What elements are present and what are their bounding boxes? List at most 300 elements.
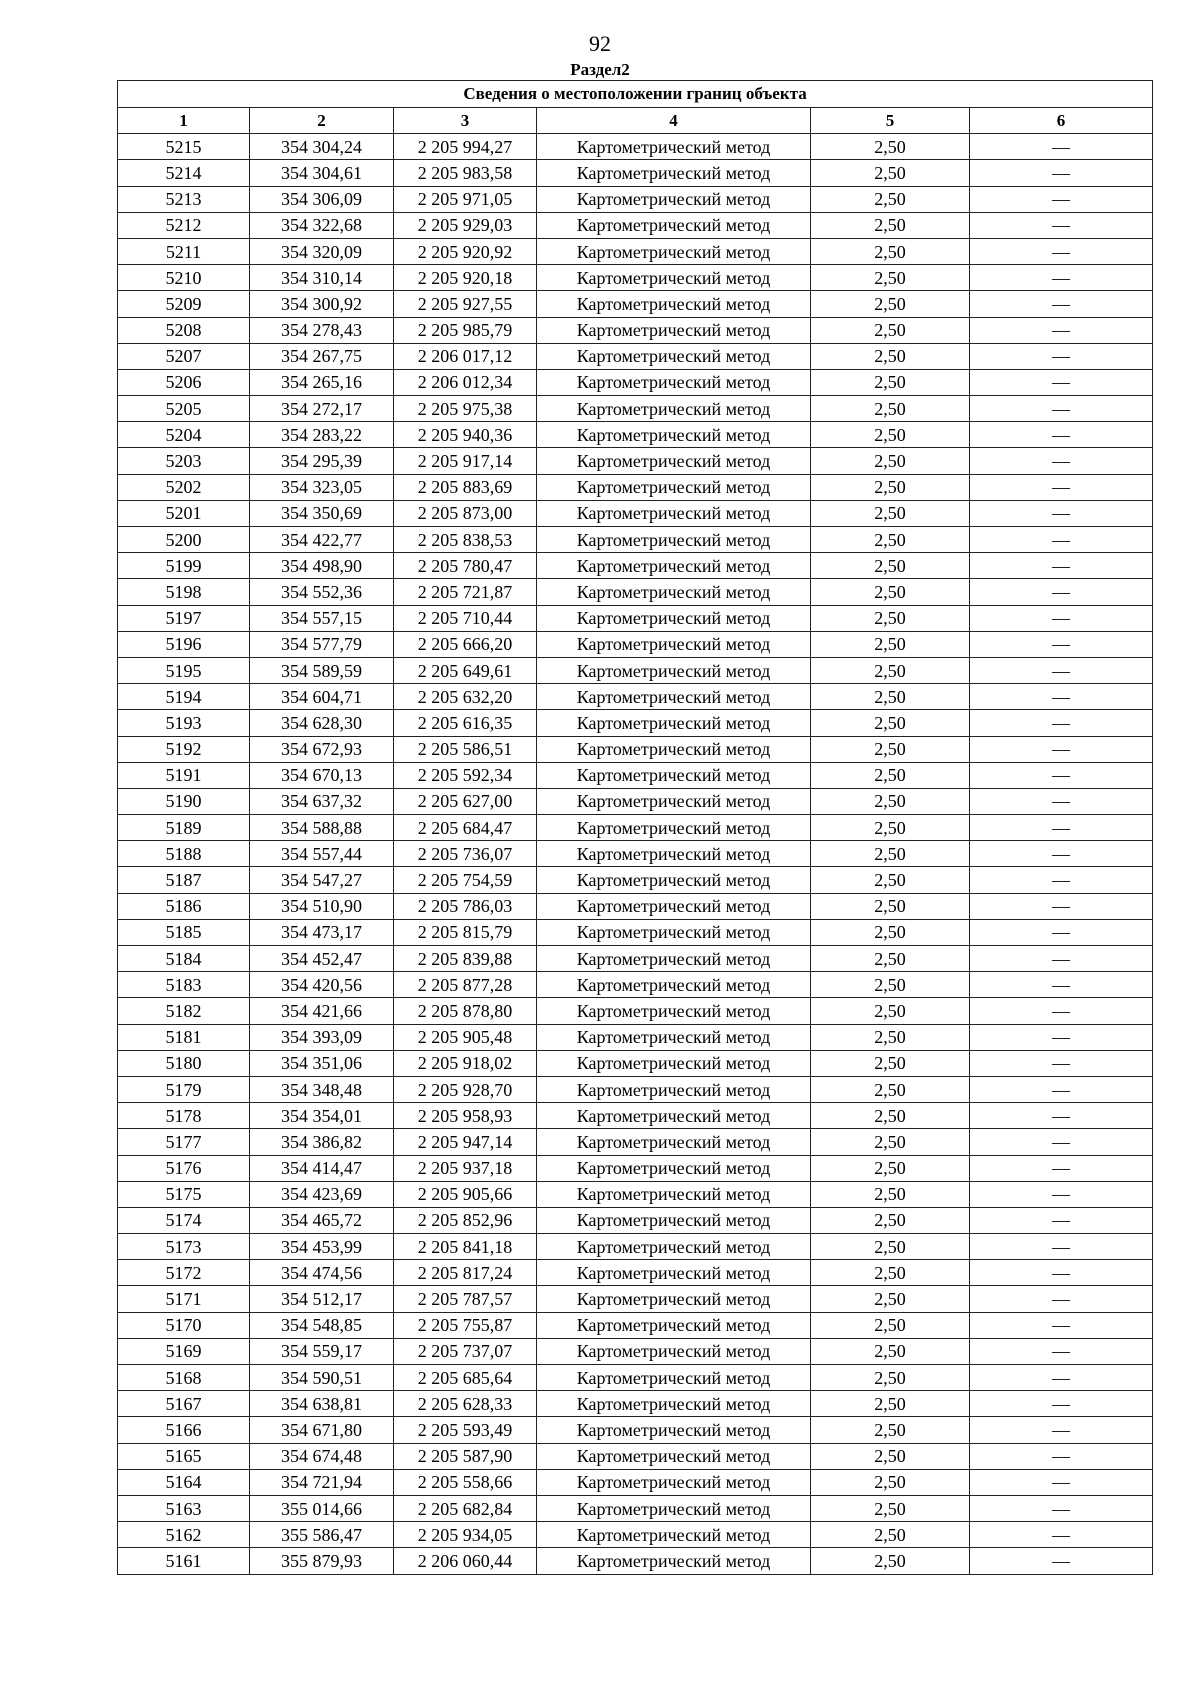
cell-precision: 2,50 [811, 527, 970, 553]
cell-method: Картометрический метод [537, 1443, 811, 1469]
cell-method: Картометрический метод [537, 998, 811, 1024]
cell-method: Картометрический метод [537, 736, 811, 762]
cell-x-coordinate: 354 278,43 [250, 317, 394, 343]
cell-method: Картометрический метод [537, 474, 811, 500]
cell-x-coordinate: 354 283,22 [250, 422, 394, 448]
table-row [118, 841, 1153, 867]
table-row [118, 998, 1153, 1024]
column-header-2: 2 [250, 108, 394, 134]
cell-precision: 2,50 [811, 1338, 970, 1364]
cell-method: Картометрический метод [537, 1548, 811, 1574]
cell-method: Картометрический метод [537, 1181, 811, 1207]
cell-description: — [970, 1312, 1153, 1338]
cell-x-coordinate: 354 559,17 [250, 1338, 394, 1364]
cell-precision: 2,50 [811, 657, 970, 683]
cell-y-coordinate: 2 205 985,79 [394, 317, 537, 343]
cell-precision: 2,50 [811, 238, 970, 264]
cell-point-number: 5177 [118, 1129, 250, 1155]
cell-precision: 2,50 [811, 1260, 970, 1286]
table-row [118, 1155, 1153, 1181]
cell-y-coordinate: 2 205 817,24 [394, 1260, 537, 1286]
table-row [118, 710, 1153, 736]
table-row [118, 134, 1153, 160]
cell-precision: 2,50 [811, 631, 970, 657]
cell-description: — [970, 736, 1153, 762]
cell-point-number: 5185 [118, 919, 250, 945]
cell-precision: 2,50 [811, 369, 970, 395]
cell-method: Картометрический метод [537, 160, 811, 186]
cell-description: — [970, 710, 1153, 736]
cell-precision: 2,50 [811, 1050, 970, 1076]
cell-point-number: 5174 [118, 1207, 250, 1233]
cell-y-coordinate: 2 205 883,69 [394, 474, 537, 500]
cell-precision: 2,50 [811, 1391, 970, 1417]
cell-method: Картометрический метод [537, 1286, 811, 1312]
cell-point-number: 5203 [118, 448, 250, 474]
cell-y-coordinate: 2 205 755,87 [394, 1312, 537, 1338]
table-row [118, 474, 1153, 500]
cell-description: — [970, 919, 1153, 945]
cell-description: — [970, 841, 1153, 867]
cell-method: Картометрический метод [537, 946, 811, 972]
cell-method: Картометрический метод [537, 422, 811, 448]
table-row [118, 579, 1153, 605]
cell-precision: 2,50 [811, 448, 970, 474]
table-row [118, 631, 1153, 657]
table-row [118, 553, 1153, 579]
cell-description: — [970, 972, 1153, 998]
table-row [118, 1338, 1153, 1364]
cell-x-coordinate: 355 014,66 [250, 1495, 394, 1521]
cell-y-coordinate: 2 206 060,44 [394, 1548, 537, 1574]
cell-method: Картометрический метод [537, 238, 811, 264]
cell-y-coordinate: 2 205 975,38 [394, 396, 537, 422]
table-row [118, 1024, 1153, 1050]
table-row [118, 422, 1153, 448]
cell-description: — [970, 474, 1153, 500]
cell-method: Картометрический метод [537, 788, 811, 814]
cell-description: — [970, 448, 1153, 474]
cell-point-number: 5178 [118, 1103, 250, 1129]
cell-point-number: 5209 [118, 291, 250, 317]
table-row [118, 605, 1153, 631]
cell-description: — [970, 1234, 1153, 1260]
cell-description: — [970, 1443, 1153, 1469]
cell-description: — [970, 317, 1153, 343]
cell-x-coordinate: 354 670,13 [250, 762, 394, 788]
table-row [118, 1522, 1153, 1548]
cell-point-number: 5179 [118, 1076, 250, 1102]
cell-point-number: 5180 [118, 1050, 250, 1076]
cell-precision: 2,50 [811, 212, 970, 238]
cell-point-number: 5215 [118, 134, 250, 160]
cell-precision: 2,50 [811, 553, 970, 579]
cell-y-coordinate: 2 205 878,80 [394, 998, 537, 1024]
cell-method: Картометрический метод [537, 1522, 811, 1548]
cell-precision: 2,50 [811, 972, 970, 998]
table-row [118, 1548, 1153, 1574]
cell-point-number: 5195 [118, 657, 250, 683]
cell-y-coordinate: 2 205 947,14 [394, 1129, 537, 1155]
cell-y-coordinate: 2 205 929,03 [394, 212, 537, 238]
table-row [118, 867, 1153, 893]
cell-precision: 2,50 [811, 1522, 970, 1548]
cell-method: Картометрический метод [537, 369, 811, 395]
table-body [118, 134, 1153, 1574]
cell-description: — [970, 1207, 1153, 1233]
cell-description: — [970, 343, 1153, 369]
cell-description: — [970, 1495, 1153, 1521]
cell-x-coordinate: 354 304,24 [250, 134, 394, 160]
cell-point-number: 5188 [118, 841, 250, 867]
cell-point-number: 5210 [118, 265, 250, 291]
table-row [118, 369, 1153, 395]
cell-x-coordinate: 355 879,93 [250, 1548, 394, 1574]
cell-precision: 2,50 [811, 1129, 970, 1155]
cell-x-coordinate: 354 320,09 [250, 238, 394, 264]
cell-x-coordinate: 354 354,01 [250, 1103, 394, 1129]
cell-x-coordinate: 354 637,32 [250, 788, 394, 814]
cell-point-number: 5189 [118, 815, 250, 841]
cell-y-coordinate: 2 205 666,20 [394, 631, 537, 657]
cell-precision: 2,50 [811, 736, 970, 762]
cell-x-coordinate: 354 604,71 [250, 684, 394, 710]
cell-description: — [970, 1155, 1153, 1181]
cell-x-coordinate: 354 452,47 [250, 946, 394, 972]
cell-precision: 2,50 [811, 396, 970, 422]
cell-description: — [970, 1469, 1153, 1495]
cell-y-coordinate: 2 205 649,61 [394, 657, 537, 683]
cell-description: — [970, 657, 1153, 683]
column-header-5: 5 [811, 108, 970, 134]
cell-method: Картометрический метод [537, 815, 811, 841]
table-row [118, 238, 1153, 264]
cell-y-coordinate: 2 206 012,34 [394, 369, 537, 395]
table-row [118, 1443, 1153, 1469]
cell-point-number: 5175 [118, 1181, 250, 1207]
cell-y-coordinate: 2 205 958,93 [394, 1103, 537, 1129]
cell-method: Картометрический метод [537, 527, 811, 553]
cell-y-coordinate: 2 205 592,34 [394, 762, 537, 788]
cell-point-number: 5211 [118, 238, 250, 264]
table-caption-row [118, 81, 1153, 108]
table-row [118, 762, 1153, 788]
cell-x-coordinate: 354 350,69 [250, 500, 394, 526]
cell-precision: 2,50 [811, 1181, 970, 1207]
table-row [118, 657, 1153, 683]
table-row [118, 212, 1153, 238]
cell-description: — [970, 605, 1153, 631]
cell-y-coordinate: 2 205 905,48 [394, 1024, 537, 1050]
cell-point-number: 5194 [118, 684, 250, 710]
cell-precision: 2,50 [811, 343, 970, 369]
cell-y-coordinate: 2 205 852,96 [394, 1207, 537, 1233]
cell-x-coordinate: 354 510,90 [250, 893, 394, 919]
cell-precision: 2,50 [811, 317, 970, 343]
cell-point-number: 5181 [118, 1024, 250, 1050]
table-row [118, 788, 1153, 814]
cell-x-coordinate: 354 267,75 [250, 343, 394, 369]
cell-x-coordinate: 354 414,47 [250, 1155, 394, 1181]
cell-y-coordinate: 2 205 685,64 [394, 1365, 537, 1391]
cell-description: — [970, 422, 1153, 448]
cell-y-coordinate: 2 205 721,87 [394, 579, 537, 605]
cell-point-number: 5196 [118, 631, 250, 657]
table-row [118, 160, 1153, 186]
cell-description: — [970, 867, 1153, 893]
cell-method: Картометрический метод [537, 1391, 811, 1417]
cell-method: Картометрический метод [537, 1365, 811, 1391]
cell-y-coordinate: 2 205 994,27 [394, 134, 537, 160]
cell-x-coordinate: 354 474,56 [250, 1260, 394, 1286]
cell-method: Картометрический метод [537, 684, 811, 710]
cell-method: Картометрический метод [537, 605, 811, 631]
cell-precision: 2,50 [811, 1207, 970, 1233]
cell-method: Картометрический метод [537, 1024, 811, 1050]
table-row [118, 1129, 1153, 1155]
cell-x-coordinate: 354 322,68 [250, 212, 394, 238]
cell-point-number: 5197 [118, 605, 250, 631]
cell-x-coordinate: 354 547,27 [250, 867, 394, 893]
table-row [118, 186, 1153, 212]
cell-x-coordinate: 354 721,94 [250, 1469, 394, 1495]
cell-precision: 2,50 [811, 1155, 970, 1181]
cell-y-coordinate: 2 205 754,59 [394, 867, 537, 893]
cell-point-number: 5166 [118, 1417, 250, 1443]
cell-point-number: 5208 [118, 317, 250, 343]
cell-y-coordinate: 2 205 928,70 [394, 1076, 537, 1102]
cell-method: Картометрический метод [537, 762, 811, 788]
cell-precision: 2,50 [811, 867, 970, 893]
table-row [118, 815, 1153, 841]
cell-point-number: 5201 [118, 500, 250, 526]
cell-description: — [970, 212, 1153, 238]
cell-y-coordinate: 2 205 787,57 [394, 1286, 537, 1312]
cell-x-coordinate: 354 272,17 [250, 396, 394, 422]
cell-precision: 2,50 [811, 1443, 970, 1469]
cell-point-number: 5168 [118, 1365, 250, 1391]
cell-precision: 2,50 [811, 815, 970, 841]
cell-point-number: 5190 [118, 788, 250, 814]
cell-method: Картометрический метод [537, 1234, 811, 1260]
cell-description: — [970, 1129, 1153, 1155]
cell-y-coordinate: 2 205 877,28 [394, 972, 537, 998]
cell-y-coordinate: 2 205 632,20 [394, 684, 537, 710]
cell-point-number: 5161 [118, 1548, 250, 1574]
cell-precision: 2,50 [811, 291, 970, 317]
cell-point-number: 5169 [118, 1338, 250, 1364]
table-row [118, 1469, 1153, 1495]
cell-description: — [970, 265, 1153, 291]
cell-x-coordinate: 354 306,09 [250, 186, 394, 212]
cell-x-coordinate: 354 588,88 [250, 815, 394, 841]
cell-point-number: 5184 [118, 946, 250, 972]
cell-y-coordinate: 2 205 682,84 [394, 1495, 537, 1521]
cell-method: Картометрический метод [537, 317, 811, 343]
cell-point-number: 5164 [118, 1469, 250, 1495]
coordinates-table [117, 80, 1153, 1575]
cell-description: — [970, 1548, 1153, 1574]
cell-method: Картометрический метод [537, 291, 811, 317]
cell-description: — [970, 500, 1153, 526]
cell-point-number: 5192 [118, 736, 250, 762]
cell-point-number: 5162 [118, 1522, 250, 1548]
column-header-4: 4 [537, 108, 811, 134]
table-row [118, 343, 1153, 369]
cell-y-coordinate: 2 205 918,02 [394, 1050, 537, 1076]
cell-method: Картометрический метод [537, 265, 811, 291]
cell-description: — [970, 579, 1153, 605]
cell-precision: 2,50 [811, 1234, 970, 1260]
cell-y-coordinate: 2 205 627,00 [394, 788, 537, 814]
cell-precision: 2,50 [811, 1548, 970, 1574]
cell-y-coordinate: 2 205 736,07 [394, 841, 537, 867]
cell-point-number: 5193 [118, 710, 250, 736]
cell-precision: 2,50 [811, 1076, 970, 1102]
cell-point-number: 5202 [118, 474, 250, 500]
cell-method: Картометрический метод [537, 1417, 811, 1443]
cell-precision: 2,50 [811, 1286, 970, 1312]
cell-x-coordinate: 354 393,09 [250, 1024, 394, 1050]
table-row [118, 265, 1153, 291]
cell-method: Картометрический метод [537, 1312, 811, 1338]
cell-method: Картометрический метод [537, 1495, 811, 1521]
page-number: 92 [589, 31, 611, 56]
cell-description: — [970, 815, 1153, 841]
cell-precision: 2,50 [811, 134, 970, 160]
cell-y-coordinate: 2 205 628,33 [394, 1391, 537, 1417]
table-header-row [118, 108, 1153, 134]
table-row [118, 396, 1153, 422]
cell-x-coordinate: 354 265,16 [250, 369, 394, 395]
cell-y-coordinate: 2 205 587,90 [394, 1443, 537, 1469]
cell-y-coordinate: 2 205 815,79 [394, 919, 537, 945]
table-row [118, 893, 1153, 919]
cell-precision: 2,50 [811, 1417, 970, 1443]
cell-method: Картометрический метод [537, 657, 811, 683]
cell-point-number: 5206 [118, 369, 250, 395]
cell-x-coordinate: 354 465,72 [250, 1207, 394, 1233]
cell-point-number: 5205 [118, 396, 250, 422]
cell-point-number: 5176 [118, 1155, 250, 1181]
cell-precision: 2,50 [811, 1365, 970, 1391]
cell-x-coordinate: 354 674,48 [250, 1443, 394, 1469]
cell-method: Картометрический метод [537, 893, 811, 919]
column-header-3: 3 [394, 108, 537, 134]
cell-method: Картометрический метод [537, 186, 811, 212]
table-caption: Сведения о местоположении границ объекта [118, 81, 1153, 108]
cell-description: — [970, 1024, 1153, 1050]
cell-method: Картометрический метод [537, 553, 811, 579]
cell-y-coordinate: 2 205 737,07 [394, 1338, 537, 1364]
cell-description: — [970, 553, 1153, 579]
cell-y-coordinate: 2 205 920,92 [394, 238, 537, 264]
table-row [118, 527, 1153, 553]
cell-description: — [970, 134, 1153, 160]
cell-x-coordinate: 354 295,39 [250, 448, 394, 474]
table-row [118, 1495, 1153, 1521]
cell-point-number: 5200 [118, 527, 250, 553]
table-row [118, 291, 1153, 317]
section-title: Раздел2 [570, 60, 630, 79]
cell-y-coordinate: 2 205 710,44 [394, 605, 537, 631]
cell-precision: 2,50 [811, 186, 970, 212]
cell-x-coordinate: 354 304,61 [250, 160, 394, 186]
table-row [118, 1234, 1153, 1260]
cell-precision: 2,50 [811, 1024, 970, 1050]
cell-y-coordinate: 2 205 937,18 [394, 1155, 537, 1181]
cell-precision: 2,50 [811, 474, 970, 500]
cell-x-coordinate: 354 310,14 [250, 265, 394, 291]
cell-y-coordinate: 2 205 917,14 [394, 448, 537, 474]
cell-point-number: 5207 [118, 343, 250, 369]
cell-x-coordinate: 354 473,17 [250, 919, 394, 945]
cell-y-coordinate: 2 205 983,58 [394, 160, 537, 186]
cell-method: Картометрический метод [537, 343, 811, 369]
cell-y-coordinate: 2 205 616,35 [394, 710, 537, 736]
cell-method: Картометрический метод [537, 1338, 811, 1364]
cell-description: — [970, 369, 1153, 395]
cell-precision: 2,50 [811, 684, 970, 710]
cell-method: Картометрический метод [537, 212, 811, 238]
table-row [118, 1207, 1153, 1233]
cell-method: Картометрический метод [537, 1207, 811, 1233]
table-row [118, 736, 1153, 762]
cell-description: — [970, 998, 1153, 1024]
cell-y-coordinate: 2 205 839,88 [394, 946, 537, 972]
cell-method: Картометрический метод [537, 396, 811, 422]
cell-precision: 2,50 [811, 710, 970, 736]
table-row [118, 1312, 1153, 1338]
cell-y-coordinate: 2 205 920,18 [394, 265, 537, 291]
table-row [118, 1260, 1153, 1286]
cell-point-number: 5191 [118, 762, 250, 788]
cell-y-coordinate: 2 205 593,49 [394, 1417, 537, 1443]
cell-description: — [970, 1103, 1153, 1129]
cell-point-number: 5170 [118, 1312, 250, 1338]
cell-method: Картометрический метод [537, 448, 811, 474]
cell-point-number: 5183 [118, 972, 250, 998]
cell-precision: 2,50 [811, 605, 970, 631]
cell-x-coordinate: 354 638,81 [250, 1391, 394, 1417]
cell-point-number: 5167 [118, 1391, 250, 1417]
cell-point-number: 5214 [118, 160, 250, 186]
cell-method: Картометрический метод [537, 841, 811, 867]
cell-method: Картометрический метод [537, 919, 811, 945]
cell-method: Картометрический метод [537, 1155, 811, 1181]
cell-precision: 2,50 [811, 1469, 970, 1495]
cell-x-coordinate: 354 323,05 [250, 474, 394, 500]
table-row [118, 1181, 1153, 1207]
cell-description: — [970, 1260, 1153, 1286]
table-row [118, 946, 1153, 972]
cell-point-number: 5186 [118, 893, 250, 919]
cell-y-coordinate: 2 205 780,47 [394, 553, 537, 579]
cell-precision: 2,50 [811, 946, 970, 972]
cell-y-coordinate: 2 205 905,66 [394, 1181, 537, 1207]
cell-precision: 2,50 [811, 500, 970, 526]
cell-method: Картометрический метод [537, 1076, 811, 1102]
cell-precision: 2,50 [811, 762, 970, 788]
table-row [118, 684, 1153, 710]
cell-description: — [970, 1050, 1153, 1076]
cell-precision: 2,50 [811, 1495, 970, 1521]
cell-description: — [970, 1391, 1153, 1417]
cell-x-coordinate: 354 557,44 [250, 841, 394, 867]
cell-description: — [970, 946, 1153, 972]
cell-x-coordinate: 354 300,92 [250, 291, 394, 317]
cell-y-coordinate: 2 205 838,53 [394, 527, 537, 553]
